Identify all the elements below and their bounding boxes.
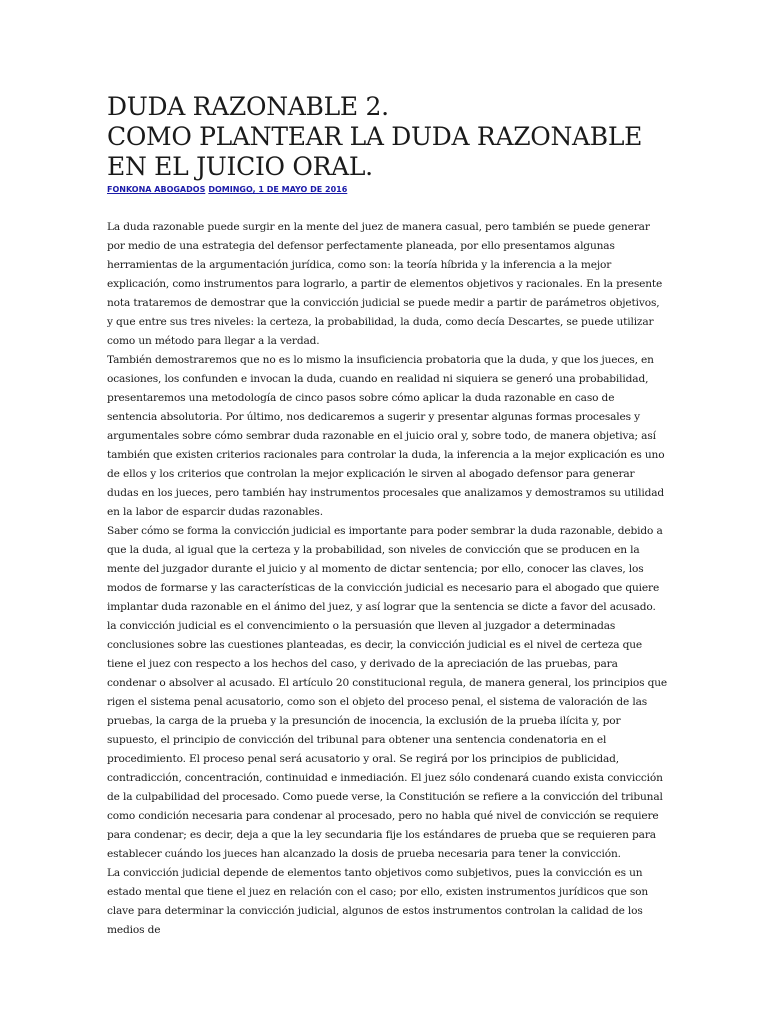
post-meta bbox=[107, 184, 667, 196]
author-link[interactable]: FONKONA ABOGADOS bbox=[107, 185, 206, 194]
paragraph-3: Saber cómo se forma la convicción judicial es importante para poder sembrar la duda razonable, debido a que la duda, al igual que la certeza y la probabilidad, son niveles de convicción que se producen en la mente del juzgador durante el juicio y al momento de dictar sentencia; por ello, conocer las claves, los modos de formarse y las características de la convicción judicial es necesario para el abogado que quiere implantar duda razonable en el ánimo del juez, y así lograr que la sentencia se dicte a favor del acusado. la convicción judicial es el convencimiento o la persuasión que lleven al juzgador a determinadas conclusiones sobre las cuestiones planteadas, es decir, la convicción judicial es el nivel de certeza que tiene el juez con respecto a los hechos del caso, y derivado de la apreciación de las pruebas, para condenar o absolver al acusado. El artículo 20 constitucional regula, de manera general, los principios que rigen el sistema penal acusatorio, como son el objeto del proceso penal, el sistema de valoración de las pruebas, la carga de la prueba y la presunción de inocencia, la exclusión de la prueba ilícita y, por supuesto, el principio de convicción del tribunal para obtener una sentencia condenatoria en el procedimiento. El proceso penal será acusatorio y oral. Se regirá por los principios de publicidad, contradicción, concentración, continuidad e inmediación. El juez sólo condenará cuando exista convicción de la culpabilidad del procesado. Como puede verse, la Constitución se refiere a la convicción del tribunal como condición necesaria para condenar al procesado, pero no habla qué nivel de convicción se requiere para condenar; es decir, deja a que la ley secundaria fije los estándares de prueba que se requieren para establecer cuándo los jueces han alcanzado la dosis de prueba necesaria para tener la convicción. bbox=[107, 525, 667, 860]
document-title bbox=[107, 92, 667, 182]
paragraph-4: La convicción judicial depende de elementos tanto objetivos como subjetivos, pues la convicción es un estado mental que tiene el juez en relación con el caso; por ello, existen instrumentos jurídicos que son clave para determinar la convicción judicial, algunos de estos instrumentos controlan la calidad de los medios de bbox=[107, 867, 649, 936]
title-line-3: EN EL JUICIO ORAL. bbox=[107, 152, 373, 181]
title-line-1: DUDA RAZONABLE 2. bbox=[107, 92, 389, 121]
document-page bbox=[107, 92, 667, 940]
article-body bbox=[107, 218, 667, 940]
paragraph-2: También demostraremos que no es lo mismo la insuficiencia probatoria que la duda, y que los jueces, en ocasiones, los confunden e invocan la duda, cuando en realidad ni siquiera se generó una probabilidad, presentaremos una metodología de cinco pasos sobre cómo aplicar la duda razonable en caso de sentencia absolutoria. Por último, nos dedicaremos a sugerir y presentar algunas formas procesales y argumentales sobre cómo sembrar duda razonable en el juicio oral y, sobre todo, de manera objetiva; así también que existen criterios racionales para controlar la duda, la inferencia a la mejor explicación es uno de ellos y los criterios que controlan la mejor explicación le sirven al abogado defensor para generar dudas en los jueces, pero también hay instrumentos procesales que analizamos y demostramos su utilidad en la labor de esparcir dudas razonables. bbox=[107, 354, 665, 518]
paragraph-1: La duda razonable puede surgir en la mente del juez de manera casual, pero también se puede generar por medio de una estrategia del defensor perfectamente planeada, por ello presentamos algunas herramientas de la argumentación jurídica, como son: la teoría híbrida y la inferencia a la mejor explicación, como instrumentos para lograrlo, a partir de elementos objetivos y racionales. En la presente nota trataremos de demostrar que la convicción judicial se puede medir a partir de parámetros objetivos, y que entre sus tres niveles: la certeza, la probabilidad, la duda, como decía Descartes, se puede utilizar como un método para llegar a la verdad. bbox=[107, 221, 663, 347]
date-link[interactable]: DOMINGO, 1 DE MAYO DE 2016 bbox=[208, 185, 348, 194]
title-line-2: COMO PLANTEAR LA DUDA RAZONABLE bbox=[107, 122, 643, 151]
